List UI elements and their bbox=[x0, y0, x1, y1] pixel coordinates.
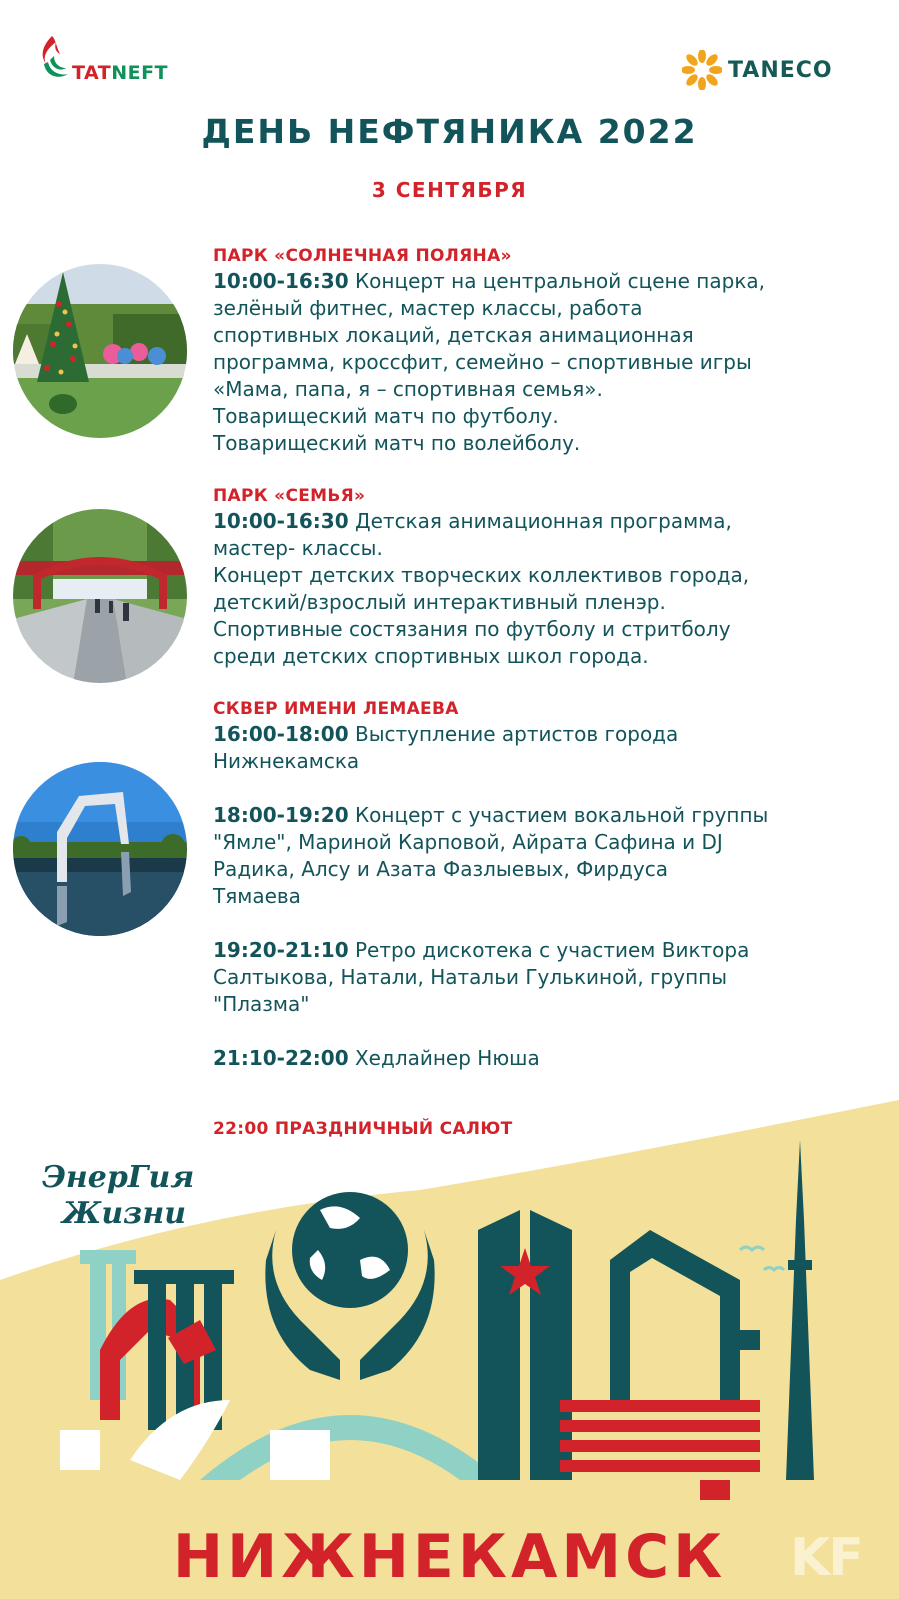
venue-block-solnechnaya bbox=[213, 244, 883, 457]
schedule-line: Салтыкова, Натали, Натальи Гулькиной, группы bbox=[213, 965, 728, 989]
flame-icon bbox=[38, 34, 74, 86]
schedule-line: Спортивные состязания по футболу и стритболу bbox=[213, 617, 731, 641]
page-title: ДЕНЬ НЕФТЯНИКА 2022 bbox=[201, 112, 698, 151]
venue-title: ПАРК «СЕМЬЯ» bbox=[213, 486, 366, 506]
schedule-line: Нижнекамска bbox=[213, 749, 360, 773]
venue-title: ПАРК «СОЛНЕЧНАЯ ПОЛЯНА» bbox=[213, 246, 512, 266]
time-range: 21:10-22:00 bbox=[213, 1046, 349, 1070]
watermark: KF bbox=[790, 1528, 862, 1588]
energiya-zhizni-logo: ЭнерГия Жизни bbox=[42, 1160, 195, 1231]
venue-schedule: 10:00-16:30 Детская анимационная программа, bbox=[213, 509, 732, 533]
event-date: 3 СЕНТЯБРЯ bbox=[371, 178, 528, 202]
schedule-line: "Ямле", Мариной Карповой, Айрата Сафина и DJ bbox=[213, 830, 723, 854]
schedule-line: зелёный фитнес, мастер классы, работа bbox=[213, 296, 643, 320]
venue-block-lemaeva bbox=[213, 697, 883, 1072]
fireworks-line: 22:00 ПРАЗДНИЧНЫЙ САЛЮТ bbox=[213, 1119, 513, 1139]
schedule-line: Товарищеский матч по футболу. bbox=[213, 404, 559, 428]
event-line: 19:20-21:10 Ретро дискотека с участием Виктора bbox=[213, 938, 750, 962]
photo-skver-lemaeva bbox=[13, 762, 187, 936]
time-range: 16:00-18:00 bbox=[213, 722, 349, 746]
schedule-line: Концерт детских творческих коллективов города, bbox=[213, 563, 750, 587]
venue-title: СКВЕР ИМЕНИ ЛЕМАЕВА bbox=[213, 699, 459, 719]
schedule-line: среди детских спортивных школ города. bbox=[213, 644, 649, 668]
schedule-line: детский/взрослый интерактивный пленэр. bbox=[213, 590, 666, 614]
photo-park-solnechnaya bbox=[13, 264, 187, 438]
venue-schedule: 10:00-16:30 Концерт на центральной сцене парка, bbox=[213, 269, 766, 293]
tatneft-wordmark: TATNEFT bbox=[72, 62, 169, 84]
time-range: 10:00-16:30 bbox=[213, 269, 349, 293]
sun-icon bbox=[682, 50, 722, 90]
time-range: 10:00-16:30 bbox=[213, 509, 349, 533]
taneco-logo bbox=[682, 50, 872, 92]
schedule-line: Радика, Алсу и Азата Фазлыевых, Фирдуса bbox=[213, 857, 668, 881]
event-line: 18:00-19:20 Концерт с участием вокальной группы bbox=[213, 803, 769, 827]
time-range: 18:00-19:20 bbox=[213, 803, 349, 827]
taneco-wordmark: TANECO bbox=[728, 58, 833, 83]
photo-park-semya bbox=[13, 509, 187, 683]
schedule-line: "Плазма" bbox=[213, 992, 310, 1016]
schedule-line: мастер- классы. bbox=[213, 536, 383, 560]
schedule-line: программа, кроссфит, семейно – спортивные игры bbox=[213, 350, 752, 374]
schedule-line: Товарищеский матч по волейболу. bbox=[213, 431, 581, 455]
event-line: 21:10-22:00 Хедлайнер Нюша bbox=[213, 1046, 540, 1070]
schedule-line: «Мама, папа, я – спортивная семья». bbox=[213, 377, 603, 401]
city-name: НИЖНЕКАМСК bbox=[172, 1522, 727, 1592]
venue-block-semya bbox=[213, 484, 883, 670]
schedule-line: спортивных локаций, детская анимационная bbox=[213, 323, 694, 347]
schedule-line: Тямаева bbox=[213, 884, 301, 908]
time-range: 19:20-21:10 bbox=[213, 938, 349, 962]
tatneft-logo bbox=[38, 34, 228, 86]
event-line: 16:00-18:00 Выступление артистов города bbox=[213, 722, 679, 746]
